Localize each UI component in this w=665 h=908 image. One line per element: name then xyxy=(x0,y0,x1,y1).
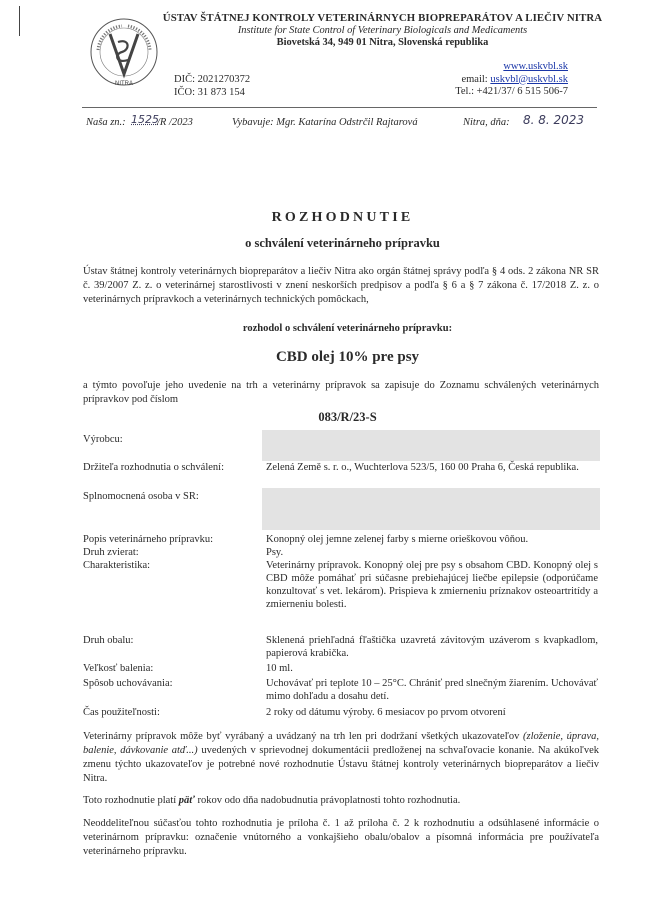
registration-number: 083/R/23-S xyxy=(318,410,377,424)
size-label: Veľkosť balenia: xyxy=(83,663,154,674)
decision-line: rozhodol o schválení veterinárneho prípravku: xyxy=(242,323,453,334)
institute-name: ÚSTAV ŠTÁTNEJ KONTROLY VETERINÁRNYCH BIOPREPARÁTOV A LIEČIV NITRA xyxy=(162,12,603,24)
conditions-text-italic: (zloženie, úprava, balenie, dávkovanie atď...) xyxy=(83,731,600,756)
conditions-text-a: Veterinárny prípravok môže byť vyrábaný a uvádzaný na trh len pri dodržaní všetkých ukazovateľov xyxy=(83,731,524,742)
document-title: ROZHODNUTIE xyxy=(271,210,414,225)
contact-block xyxy=(455,61,568,99)
product-name: CBD olej 10% pre psy xyxy=(275,349,420,365)
holder-label: Držiteľa rozhodnutia o schválení: xyxy=(83,462,225,473)
redacted-authorized xyxy=(262,488,600,530)
our-ref-number: 1525 xyxy=(131,113,159,126)
our-ref-suffix: /R /2023 xyxy=(157,117,193,128)
holder-value: Zelená Země s. r. o., Wuchterlova 523/5, 160 00 Praha 6, Česká republika. xyxy=(266,462,579,473)
tax-ids xyxy=(174,73,250,99)
logo-city: NITRA xyxy=(115,81,133,87)
packaging-value: Sklenená priehľadná fľaštička uzavretá závitovým uzáverom s kvapkadlom, papierová krabička. xyxy=(266,635,598,659)
redacted-manufacturer xyxy=(262,430,600,461)
storage-value: Uchovávať pri teplote 10 – 25°C. Chrániť pred slnečným žiarením. Uchovávať mimo dohľadu a dosahu detí. xyxy=(266,678,598,702)
storage-label: Spôsob uchovávania: xyxy=(83,678,173,689)
description-label: Popis veterinárneho prípravku: xyxy=(83,534,214,545)
characteristics-label: Charakteristika: xyxy=(83,560,151,571)
ico: IČO: 31 873 154 xyxy=(174,87,245,98)
annex-paragraph: Neoddeliteľnou súčasťou tohto rozhodnutia je príloha č. 1 až príloha č. 2 k rozhodnutiu a odsúhlasené informácie o veterinárnom prípravku: označenie vnútorného a vonkajšieho obalu/obalov a písomná informácia pre používateľa veterinárneho prípravku. xyxy=(83,818,599,857)
species-label: Druh zvierat: xyxy=(83,547,139,558)
header-divider xyxy=(82,107,597,108)
validity-text-b: rokov odo dňa nadobudnutia právoplatnosti tohto rozhodnutia. xyxy=(194,795,461,806)
characteristics-value: Veterinárny prípravok. Konopný olej pre psy s obsahom CBD. Konopný olej s CBD môže pomáhať pri súčasne prebiehajúcej liečbe epilepsie (odporúčame konzultovať s vet. lekárom). Prispieva k zmierneniu príznakov osteoartritídy a zmierneniu bolesti. xyxy=(266,560,598,610)
packaging-label: Druh obalu: xyxy=(83,635,134,646)
conditions-text-b: uvedených v sprievodnej dokumentácii predloženej na schvaľovacie konanie. Na akúkoľvek zmenu týchto ukazovateľov je potrebné nové rozhodnutie Ústavu štátnej kontroly veterinárnych biopreparátov a liečiv Nitra. xyxy=(83,745,599,784)
email-link[interactable]: uskvbl@uskvbl.sk xyxy=(490,73,568,85)
email-label: email: xyxy=(461,73,491,85)
validity-paragraph xyxy=(83,794,599,808)
permit-paragraph: a týmto povoľuje jeho uvedenie na trh a veterinárny prípravok sa zapisuje do Zoznamu schválených veterinárnych prípravkov pod číslom xyxy=(83,380,599,405)
authorized-label: Splnomocnená osoba v SR: xyxy=(83,491,199,502)
species-value: Psy. xyxy=(266,547,284,558)
institute-name-en: Institute for State Control of Veterinary Biologicals and Medicaments xyxy=(237,25,528,36)
conditions-paragraph xyxy=(83,730,599,786)
dic: DIČ: 2021270372 xyxy=(174,74,251,85)
intro-paragraph: Ústav štátnej kontroly veterinárnych biopreparátov a liečiv Nitra ako orgán štátnej správy podľa § 4 ods. 2 zákona NR SR č. 39/2007 Z. z. o veterinárnej starostlivosti v znení neskorších predpisov a podľa § 6 a § 7 zákona č. 17/2018 Z. z. o veterinárnych prípravkoch a veterinárnych technických pomôckach, xyxy=(83,266,599,305)
handled-by: Vybavuje: Mgr. Katarína Odstrčil Rajtarová xyxy=(232,117,418,128)
date-label: Nitra, dňa: xyxy=(463,117,510,128)
institute-address: Biovetská 34, 949 01 Nitra, Slovenská republika xyxy=(276,37,489,48)
shelf-life-label: Čas použiteľnosti: xyxy=(83,707,160,718)
validity-text-a: Toto rozhodnutie platí xyxy=(83,795,179,806)
phone: Tel.: +421/37/ 6 515 506-7 xyxy=(455,86,568,97)
date-value: 8. 8. 2023 xyxy=(523,113,585,127)
manufacturer-label: Výrobcu: xyxy=(83,434,123,445)
our-ref-label: Naša zn.: xyxy=(86,117,126,128)
validity-years: päť xyxy=(178,795,195,806)
document-subtitle: o schválení veterinárneho prípravku xyxy=(245,236,440,250)
description-value: Konopný olej jemne zelenej farby s mierne orieškovou vôňou. xyxy=(266,534,529,545)
size-value: 10 ml. xyxy=(266,663,293,674)
website-link[interactable]: www.uskvbl.sk xyxy=(503,61,568,72)
shelf-life-value: 2 roky od dátumu výroby. 6 mesiacov po prvom otvorení xyxy=(266,707,506,718)
